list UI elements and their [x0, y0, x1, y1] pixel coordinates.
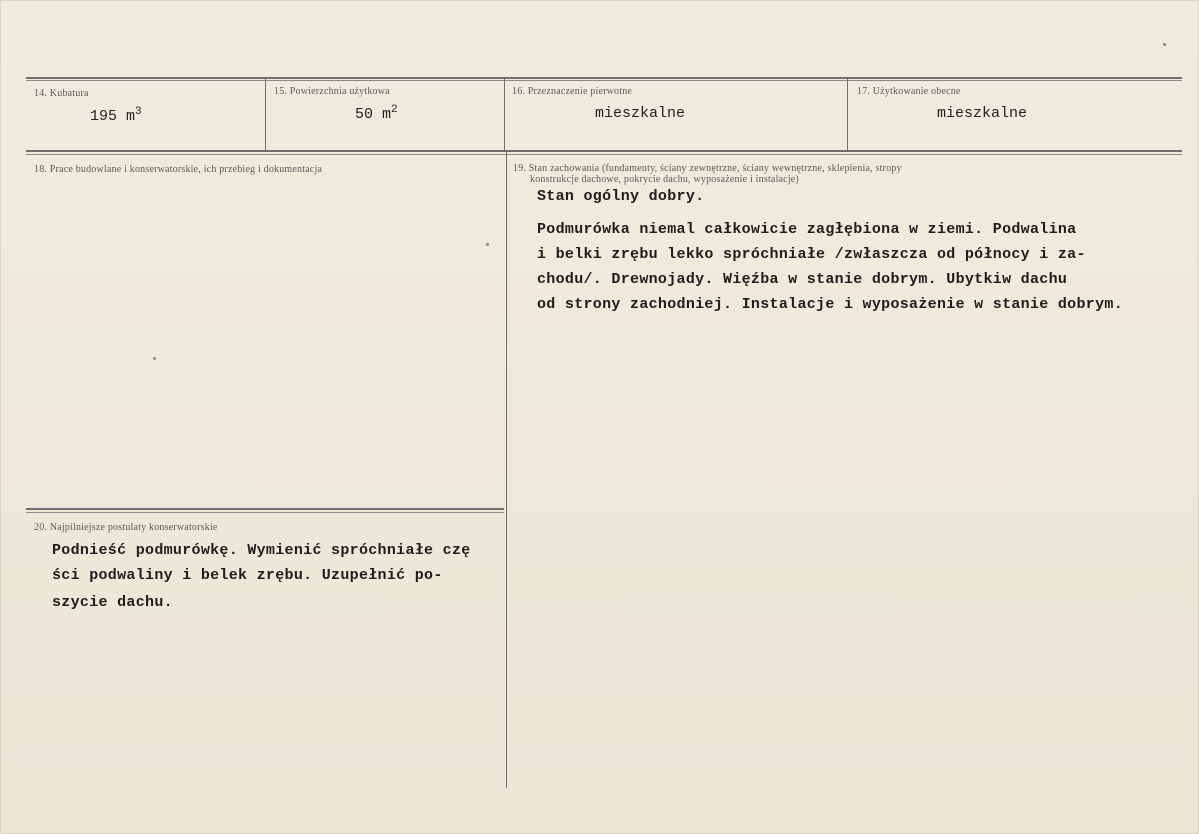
stan-line-3: i belki zrębu lekko spróchniałe /zwłaszcza od północy i za-	[537, 246, 1086, 263]
value-kubatura-text: 195 m	[90, 108, 136, 125]
top-rule	[26, 77, 1182, 79]
label-postulaty: 20. Najpilniejsze postulaty konserwatorskie	[34, 522, 218, 533]
paper-speck	[153, 357, 156, 360]
label-przeznaczenie: 16. Przeznaczenie pierwotne	[512, 86, 633, 97]
main-divider	[506, 150, 507, 788]
value-uzytkowanie: mieszkalne	[937, 105, 1028, 122]
label-kubatura: 14. Kubatura	[34, 88, 89, 99]
stan-line-2: Podmurówka niemal całkowicie zagłębiona w ziemi. Podwalina	[537, 221, 1077, 238]
divider-15-16	[504, 78, 505, 150]
label-stan-zachowania-1: 19. Stan zachowania (fundamenty, ściany zewnętrzne, ściany wewnętrzne, sklepienia, stropy	[513, 163, 902, 174]
value-powierzchnia-exp: 2	[391, 104, 398, 116]
paper-speck	[1163, 43, 1166, 46]
value-powierzchnia-text: 50 m	[355, 106, 392, 123]
row1-rule-inner	[26, 154, 1182, 155]
label-prace-budowlane: 18. Prace budowlane i konserwatorskie, ich przebieg i dokumentacja	[34, 164, 323, 175]
label-uzytkowanie: 17. Użytkowanie obecne	[857, 86, 961, 97]
divider-16-17	[847, 78, 848, 150]
divider-14-15	[265, 78, 266, 150]
label-powierzchnia: 15. Powierzchnia użytkowa	[274, 86, 390, 97]
stan-line-1: Stan ogólny dobry.	[537, 188, 705, 205]
value-powierzchnia	[355, 104, 398, 123]
row1-rule	[26, 150, 1182, 152]
postulaty-line-1: Podnieść podmurówkę. Wymienić spróchniałe czę	[52, 542, 471, 559]
row-18-20-rule-inner	[26, 512, 504, 513]
postulaty-line-2: ści podwaliny i belek zrębu. Uzupełnić po-	[52, 567, 443, 584]
postulaty-line-3: szycie dachu.	[52, 594, 173, 611]
stan-line-4: chodu/. Drewnojady. Więźba w stanie dobrym. Ubytkiw dachu	[537, 271, 1068, 288]
stan-line-5: od strony zachodniej. Instalacje i wyposażenie w stanie dobrym.	[537, 296, 1123, 313]
paper-speck	[486, 243, 489, 246]
value-kubatura-exp: 3	[135, 106, 142, 118]
value-kubatura	[90, 106, 142, 125]
row-18-20-rule	[26, 508, 504, 510]
value-przeznaczenie: mieszkalne	[595, 105, 686, 122]
top-rule-inner	[26, 80, 1182, 81]
label-stan-zachowania-2: konstrukcje dachowe, pokrycie dachu, wyposażenie i instalacje)	[530, 174, 799, 185]
